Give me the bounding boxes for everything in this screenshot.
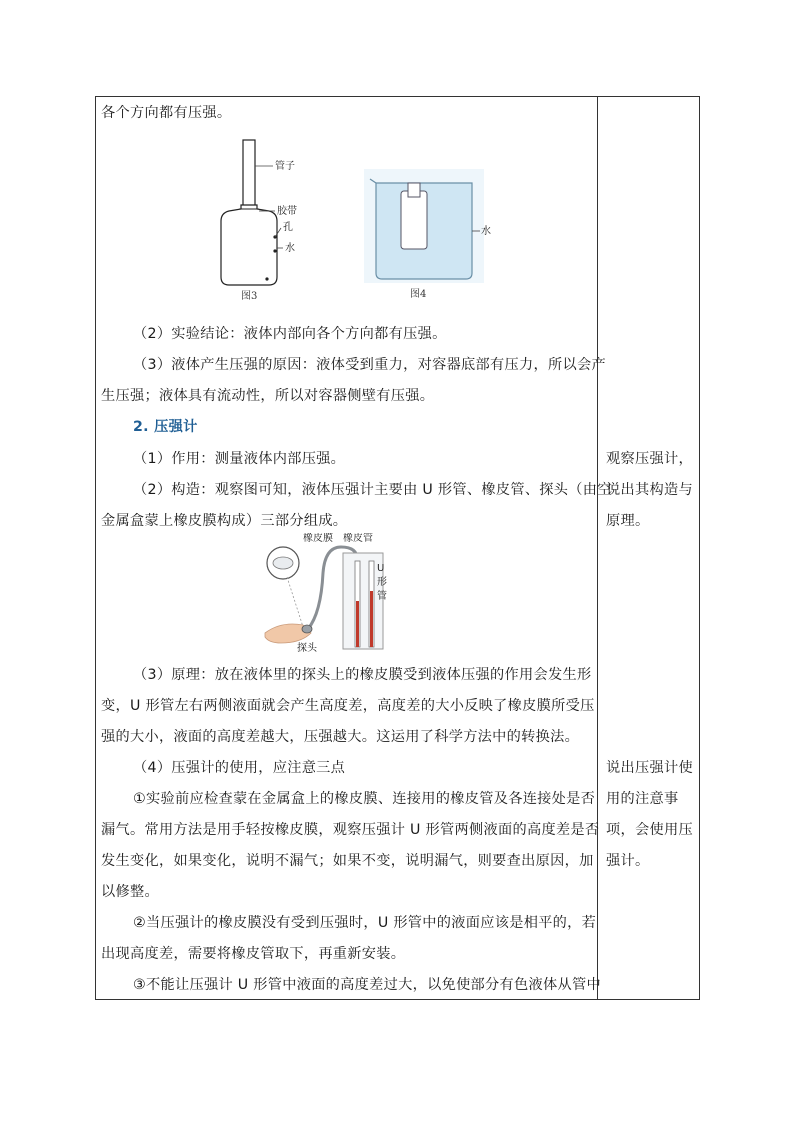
bottle-neck xyxy=(408,183,420,197)
side-note-line: 观察压强计， xyxy=(606,451,693,467)
text-line: 漏气。常用方法是用手轻按橡皮膜，观察压强计 U 形管两侧液面的高度差是否 xyxy=(101,822,600,838)
hole-mark xyxy=(265,277,268,280)
text-line: 变，U 形管左右两侧液面就会产生高度差，高度差的大小反映了橡皮膜所受压 xyxy=(101,698,595,714)
label-membrane: 橡皮膜 xyxy=(303,533,333,544)
notes-column xyxy=(598,97,700,999)
label-tape: 胶带 xyxy=(277,206,297,217)
text-line: 以修整。 xyxy=(101,884,159,900)
figure-3-caption: 图3 xyxy=(241,291,258,302)
label-tube: 管子 xyxy=(275,161,295,172)
text-line: 金属盒蒙上橡皮膜构成）三部分组成。 xyxy=(101,513,348,529)
label-water: 水 xyxy=(285,243,295,254)
text-line: （1）作用：测量液体内部压强。 xyxy=(133,451,346,467)
text-line: （3）原理：放在液体里的探头上的橡皮膜受到液体压强的作用会发生形 xyxy=(133,667,592,683)
label-hole: 孔 xyxy=(283,222,293,233)
text-line: （3）液体产生压强的原因：液体受到重力，对容器底部有压力，所以会产 xyxy=(133,357,606,373)
probe-disc xyxy=(273,557,293,569)
text-line: （2）构造：观察图可知，液体压强计主要由 U 形管、橡皮管、探头（由空 xyxy=(133,482,612,498)
side-note-line: 项，会使用压 xyxy=(606,822,693,838)
side-note-line: 原理。 xyxy=(606,513,650,529)
text-line: 发生变化，如果变化，说明不漏气；如果不变，说明漏气，则要查出原因，加 xyxy=(101,853,594,869)
label-water: 水 xyxy=(481,226,491,237)
submerged-bottle xyxy=(401,191,427,249)
hole-mark xyxy=(273,249,276,252)
bottle-tube xyxy=(243,140,255,206)
side-note-line: 说出其构造与 xyxy=(606,482,693,498)
text-line: 各个方向都有压强。 xyxy=(101,105,232,121)
figure-4-beaker xyxy=(364,169,494,303)
label-u-tube: 形 xyxy=(377,577,387,588)
text-line: ②当压强计的橡皮膜没有受到压强时，U 形管中的液面应该是相平的，若 xyxy=(133,915,597,931)
text-line: ③不能让压强计 U 形管中液面的高度差过大，以免使部分有色液体从管中 xyxy=(133,977,601,993)
side-note-line: 说出压强计使 xyxy=(606,760,693,776)
label-u-tube: U xyxy=(377,563,385,574)
text-line: ①实验前应检查蒙在金属盒上的橡皮膜、连接用的橡皮管及各连接处是否 xyxy=(133,791,596,807)
lesson-table xyxy=(95,96,700,1000)
text-line: 强的大小，液面的高度差越大，压强越大。这运用了科学方法中的转换法。 xyxy=(101,729,580,745)
side-note-line: 强计。 xyxy=(606,853,650,869)
label-u-tube: 管 xyxy=(377,591,387,602)
text-line: 生压强；液体具有流动性，所以对容器侧壁有压强。 xyxy=(101,388,435,404)
figure-4-caption: 图4 xyxy=(410,289,427,300)
text-line: （2）实验结论：液体内部向各个方向都有压强。 xyxy=(133,326,447,342)
liquid-left xyxy=(356,601,359,647)
side-note-line: 用的注意事 xyxy=(606,791,679,807)
content-column xyxy=(96,97,612,999)
probe-head xyxy=(302,625,312,633)
pressure-gauge-figure xyxy=(261,533,431,653)
text-line: （4）压强计的使用，应注意三点 xyxy=(133,760,346,776)
label-hose: 橡皮管 xyxy=(343,533,373,544)
bottle-body xyxy=(221,205,277,285)
figure-3-bottle xyxy=(211,139,321,303)
liquid-right xyxy=(370,591,373,647)
section-heading: 2. 压强计 xyxy=(133,419,198,435)
label-probe: 探头 xyxy=(297,643,317,653)
text-line: 出现高度差，需要将橡皮管取下，再重新安装。 xyxy=(101,946,406,962)
